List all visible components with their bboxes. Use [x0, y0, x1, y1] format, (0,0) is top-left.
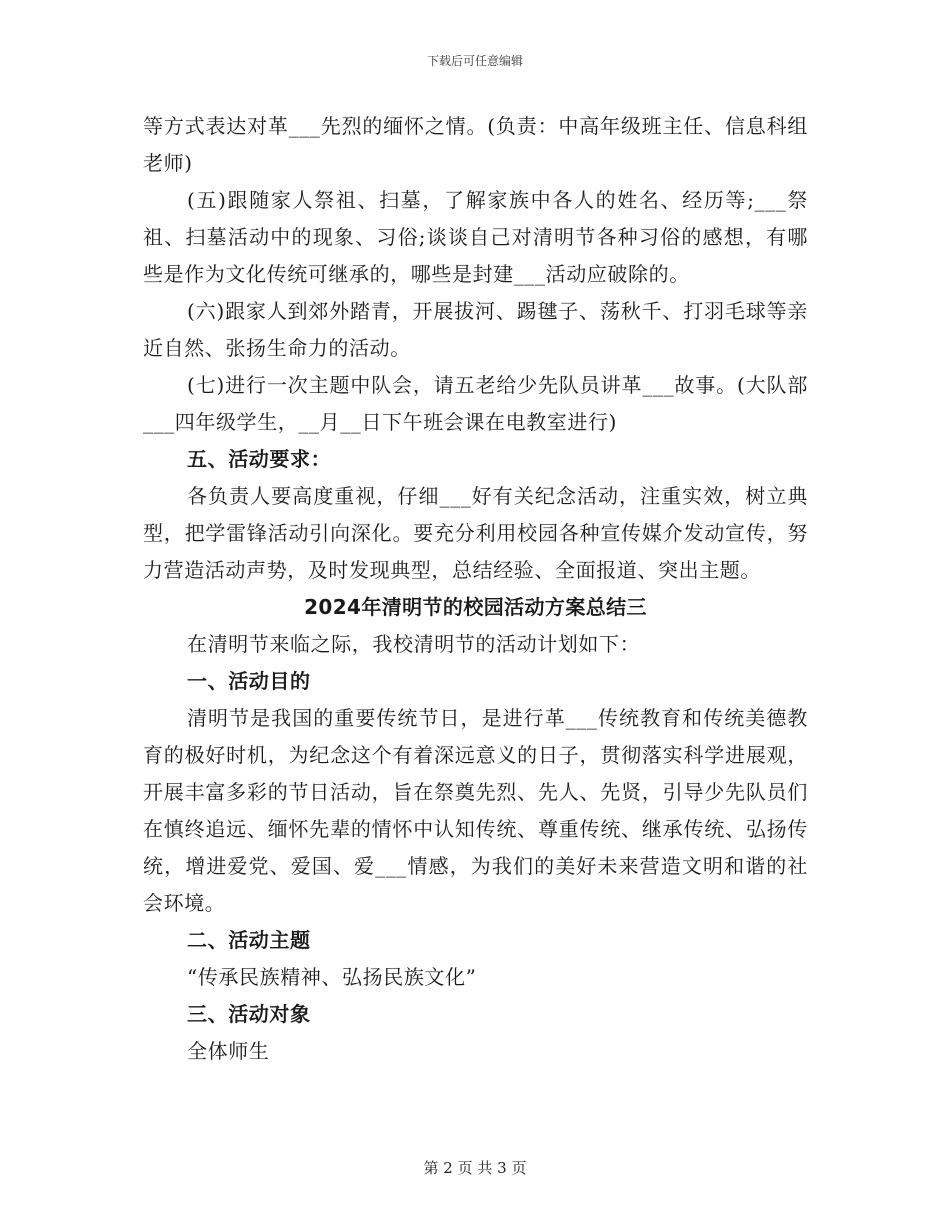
paragraph-requirements: 各负责人要高度重视，仔细___好有关纪念活动，注重实效，树立典型，把学雷锋活动引向深化。要充分利用校园各种宣传媒介发动宣传，努力营造活动声势，及时发现典型，总结经验、全面报道、突出主题。: [143, 484, 808, 582]
document-body: [143, 108, 808, 1070]
paragraph-target: 全体师生: [187, 1039, 270, 1063]
paragraph-continuation: 等方式表达对革___先烈的缅怀之情。(负责：中高年级班主任、信息科组老师): [143, 114, 808, 175]
paragraph-item-6: (六)跟家人到郊外踏青，开展拔河、踢毽子、荡秋千、打羽毛球等亲近自然、张扬生命力的活动。: [143, 299, 808, 360]
page-footer: 第 2 页 共 3 页: [423, 1159, 527, 1177]
paragraph-theme: “传承民族精神、弘扬民族文化”: [187, 965, 477, 989]
heading-requirements: 五、活动要求：: [187, 447, 332, 471]
page-header: 下载后可任意编辑: [426, 54, 523, 68]
heading-target: 三、活动对象: [187, 1002, 311, 1026]
paragraph-item-5: (五)跟随家人祭祖、扫墓，了解家族中各人的姓名、经历等;___祭祖、扫墓活动中的现象、习俗;谈谈自己对清明节各种习俗的感想，有哪些是作为文化传统可继承的，哪些是封建___活动应破除的。: [143, 188, 808, 286]
section-title: 2024年清明节的校园活动方案总结三: [304, 595, 647, 619]
heading-purpose: 一、活动目的: [187, 669, 311, 693]
paragraph-item-7: (七)进行一次主题中队会，请五老给少先队员讲革___故事。(大队部___四年级学生，__月__日下午班会课在电教室进行): [143, 373, 808, 434]
paragraph-purpose: 清明节是我国的重要传统节日，是进行革___传统教育和传统美德教育的极好时机，为纪念这个有着深远意义的日子，贯彻落实科学进展观，开展丰富多彩的节日活动，旨在祭奠先烈、先人、先贤，引导少先队员们在慎终追远、缅怀先辈的情怀中认知传统、尊重传统、继承传统、弘扬传统，增进爱党、爱国、爱___情感，为我们的美好未来营造文明和谐的社会环境。: [143, 706, 808, 915]
paragraph-intro: 在清明节来临之际，我校清明节的活动计划如下：: [187, 632, 641, 656]
heading-theme: 二、活动主题: [187, 928, 311, 952]
